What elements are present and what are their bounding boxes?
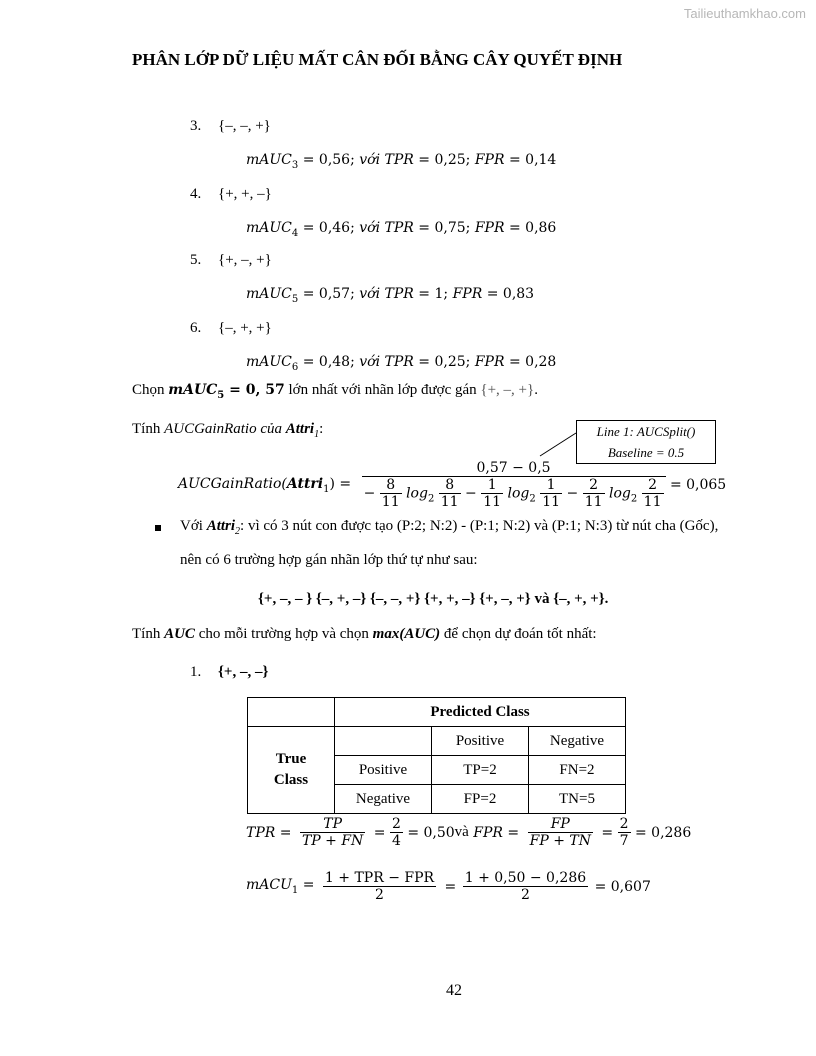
- eq-sign: =: [298, 354, 319, 370]
- mauc-sub: 4: [291, 227, 299, 239]
- voi-word: với: [359, 354, 381, 370]
- gain-numerator: 0,57 − 0,5: [476, 460, 551, 476]
- gain-lhs-end: ) =: [329, 475, 352, 492]
- assignment-list: {+, –, – } {–, +, –} {–, –, +} {+, +, –} {+, –, +} và {–, +, +}.: [258, 591, 609, 607]
- case-number: 6.: [190, 320, 202, 336]
- tpr-symbol: TPR: [384, 354, 414, 370]
- case-label: {+, +, –}: [218, 186, 272, 202]
- callout-line1: Line 1: AUCSplit(): [596, 424, 696, 439]
- d2: 7: [619, 833, 629, 849]
- gain-lhs: AUCGainRatio(: [178, 475, 287, 492]
- callout-pointer: [538, 432, 578, 458]
- n2: 2: [619, 816, 629, 832]
- tpr-symbol: TPR: [384, 286, 414, 302]
- macu-eq2: =: [444, 878, 457, 895]
- cm-header: Predicted Class: [335, 698, 626, 727]
- tpr-lhs: TPR =: [246, 824, 292, 841]
- bullet-line-1: [180, 518, 718, 537]
- case-number: 3.: [190, 118, 202, 134]
- mauc-equation: [246, 152, 556, 171]
- fptn: FP + TN: [529, 833, 591, 849]
- bullet-line-2: nên có 6 trường hợp gán nhãn lớp thứ tự như sau:: [180, 552, 478, 568]
- sep: ;: [443, 286, 453, 302]
- tpr-symbol: TPR: [384, 220, 414, 236]
- f1d: 11: [381, 494, 400, 510]
- gain-intro-italic: AUCGainRatio của: [164, 421, 286, 437]
- v1: = 0,50: [407, 824, 455, 841]
- voi-word: với: [359, 152, 381, 168]
- frac-1-11-b: [540, 477, 562, 510]
- gain-lhs-sub: 1: [323, 483, 330, 495]
- gain-intro-attr: Attri: [285, 421, 315, 437]
- bullet-marker: [155, 525, 161, 531]
- mauc-equation: [246, 286, 534, 305]
- frac-1-11-a: [481, 477, 503, 510]
- log-sub-2: 2: [529, 493, 536, 505]
- macu-sub: 1: [291, 884, 299, 896]
- compute-suffix: để chọn dự đoán tốt nhất:: [440, 626, 597, 642]
- compute-max: max(AUC): [372, 626, 441, 642]
- log-3: log: [608, 485, 631, 502]
- case1-number: 1.: [190, 664, 202, 680]
- case1-label: {+, –, –}: [218, 664, 269, 680]
- mauc-symbol: mAUC: [246, 152, 292, 168]
- choose-prefix: Chọn: [132, 382, 169, 398]
- mauc-symbol: mAUC: [246, 354, 292, 370]
- choose-line: [132, 382, 538, 401]
- tp: TP: [323, 816, 342, 832]
- tpr-frac: [300, 816, 365, 849]
- frac-2-7: [618, 816, 631, 849]
- sep: ;: [350, 220, 360, 236]
- log-2: log: [507, 485, 530, 502]
- bullet-prefix: Với: [180, 518, 207, 534]
- mauc-equation: [246, 220, 556, 239]
- cm-cell: FN=2: [529, 756, 626, 785]
- tpfn: TP + FN: [301, 833, 364, 849]
- f3n: 1: [487, 477, 497, 493]
- compute-line: [132, 626, 597, 643]
- cm-true-class: [248, 727, 335, 814]
- case-label: {+, –, +}: [218, 252, 272, 268]
- cm-row-label: Negative: [335, 785, 432, 814]
- callout-line2: Baseline = 0.5: [607, 445, 685, 460]
- page-title: PHÂN LỚP DỮ LIỆU MẤT CÂN ĐỐI BẰNG CÂY QUYẾT ĐỊNH: [132, 50, 623, 69]
- tpr-value: 0,25: [434, 354, 466, 370]
- eq-sign: =: [413, 354, 435, 370]
- f5d: 11: [584, 494, 603, 510]
- gain-result: = 0,065: [669, 477, 727, 493]
- voi-word: với: [359, 220, 381, 236]
- tpr-value: 0,25: [434, 152, 466, 168]
- log-sub-3: 2: [630, 493, 638, 505]
- cm-cell: FP=2: [432, 785, 529, 814]
- compute-auc: AUC: [164, 626, 195, 642]
- gain-fraction: [362, 460, 666, 510]
- fpr-symbol: FPR: [474, 220, 505, 236]
- page-number: 42: [446, 982, 462, 999]
- eq-sign: =: [413, 152, 435, 168]
- v2: = 0,286: [634, 824, 692, 841]
- cm-col-negative: Negative: [529, 727, 626, 756]
- callout-box: [576, 420, 716, 464]
- mauc-value: 0,56: [318, 152, 351, 168]
- f4d: 11: [542, 494, 561, 510]
- macu-frac-1: [323, 870, 436, 903]
- frac-2-4: [390, 816, 403, 849]
- choose-suffix: lớn nhất với nhãn lớp được gán: [284, 382, 481, 398]
- eq-sign: =: [504, 354, 526, 370]
- frac-2-11-a: [583, 477, 605, 510]
- n1: 2: [391, 816, 401, 832]
- sep: ;: [465, 152, 475, 168]
- bullet-attr-sub: 2: [235, 526, 241, 537]
- sep: ;: [350, 152, 360, 168]
- eq-sign: =: [504, 220, 526, 236]
- voi-word: với: [359, 286, 381, 302]
- gain-denominator: [362, 476, 666, 510]
- fpr-value: 0,83: [502, 286, 535, 302]
- tpr-symbol: TPR: [384, 152, 414, 168]
- macu-d2: 2: [463, 886, 588, 903]
- eq1: =: [373, 824, 386, 841]
- f6d: 11: [643, 494, 662, 510]
- fpr-value: 0,86: [525, 220, 557, 236]
- gain-intro: [132, 421, 323, 440]
- log-sub-1: 2: [427, 493, 435, 505]
- choose-sub: 5: [217, 390, 225, 401]
- eq2: =: [601, 824, 614, 841]
- eq-sign: =: [413, 220, 435, 236]
- eq-sign: =: [298, 220, 319, 236]
- gain-equation: [178, 460, 726, 510]
- log-1: log: [406, 485, 428, 502]
- mauc-equation: [246, 354, 556, 373]
- mauc-sub: 3: [291, 159, 299, 171]
- case-label: {–, +, +}: [218, 320, 272, 336]
- fpr-symbol: FPR: [452, 286, 483, 302]
- macu-res: = 0,607: [594, 878, 651, 895]
- minus-2: −: [566, 485, 579, 502]
- cm-blank: [335, 727, 432, 756]
- case-number: 4.: [190, 186, 202, 202]
- mauc-sub: 5: [291, 293, 299, 305]
- eq-sign: =: [298, 286, 319, 302]
- sep: ;: [350, 354, 360, 370]
- d1: 4: [391, 833, 401, 849]
- gain-lhs-attr: Attri: [286, 475, 324, 492]
- eq-sign: =: [413, 286, 435, 302]
- bullet-attr: Attri: [206, 518, 236, 534]
- mauc-value: 0,46: [318, 220, 351, 236]
- frac-8-11-b: [439, 477, 461, 510]
- true-class-2: Class: [273, 772, 309, 788]
- macu-n1: 1 + TPR − FPR: [324, 870, 435, 886]
- fpr-symbol: FPR: [474, 354, 505, 370]
- f1n: 8: [386, 477, 396, 493]
- eq-sign: =: [504, 152, 526, 168]
- gain-intro-end: :: [319, 421, 324, 437]
- gain-intro-prefix: Tính: [132, 421, 165, 437]
- eq-sign: =: [298, 152, 319, 168]
- f4n: 1: [546, 477, 556, 493]
- tpr-value: 0,75: [434, 220, 466, 236]
- sep: ;: [465, 220, 475, 236]
- frac-8-11-a: [380, 477, 402, 510]
- choose-mauc: mAUC: [168, 382, 218, 398]
- true-class-1: True: [275, 751, 307, 767]
- gain-intro-sub: 1: [314, 429, 320, 440]
- mauc-symbol: mAUC: [246, 220, 292, 236]
- sep: ;: [465, 354, 475, 370]
- tpr-value: 1: [434, 286, 444, 302]
- fpr-value: 0,28: [525, 354, 557, 370]
- minus-1: −: [465, 485, 477, 502]
- mauc-value: 0,48: [318, 354, 351, 370]
- choose-labels: {+, –, +}: [480, 382, 535, 398]
- bullet-text1: : vì có 3 nút con được tạo (P:2; N:2) - (P:1; N:2) và (P:1; N:3) từ nút cha (Gốc),: [240, 518, 719, 534]
- eq-sign: =: [482, 286, 503, 302]
- fpr-frac: [528, 816, 593, 849]
- sep: ;: [350, 286, 360, 302]
- macu-equation: [246, 870, 651, 903]
- fpr-symbol: FPR: [474, 152, 505, 168]
- frac-2-11-b: [642, 477, 664, 510]
- cm-row-label: Positive: [335, 756, 432, 785]
- mauc-sub: 6: [291, 361, 299, 373]
- fp: FP: [550, 816, 570, 832]
- choose-value: = 0, 57: [224, 382, 285, 398]
- macu-eq: =: [302, 877, 315, 894]
- watermark: Tailieuthamkhao.com: [683, 6, 806, 21]
- macu-d1: 2: [323, 886, 436, 903]
- den-minus: −: [363, 485, 376, 502]
- choose-end: .: [534, 382, 538, 398]
- macu-n2: 1 + 0,50 − 0,286: [464, 870, 587, 886]
- va: và: [454, 824, 469, 840]
- f2d: 11: [440, 494, 459, 510]
- cm-cell: TP=2: [432, 756, 529, 785]
- mauc-value: 0,57: [318, 286, 351, 302]
- macu-lhs: mACU: [246, 877, 292, 894]
- rates-equation: [246, 816, 691, 849]
- cm-col-positive: Positive: [432, 727, 529, 756]
- confusion-matrix: [247, 697, 626, 814]
- mauc-symbol: mAUC: [246, 286, 292, 302]
- case-number: 5.: [190, 252, 202, 268]
- f5n: 2: [589, 477, 599, 493]
- fpr-lhs: FPR =: [473, 824, 520, 841]
- f2n: 8: [445, 477, 455, 493]
- fpr-value: 0,14: [525, 152, 557, 168]
- macu-frac-2: [463, 870, 588, 903]
- compute-mid: cho mỗi trường hợp và chọn: [194, 626, 373, 642]
- case-label: {–, –, +}: [218, 118, 271, 134]
- compute-prefix: Tính: [132, 626, 165, 642]
- cm-cell: TN=5: [529, 785, 626, 814]
- f6n: 2: [648, 477, 658, 493]
- cm-corner: [248, 698, 335, 727]
- f3d: 11: [483, 494, 502, 510]
